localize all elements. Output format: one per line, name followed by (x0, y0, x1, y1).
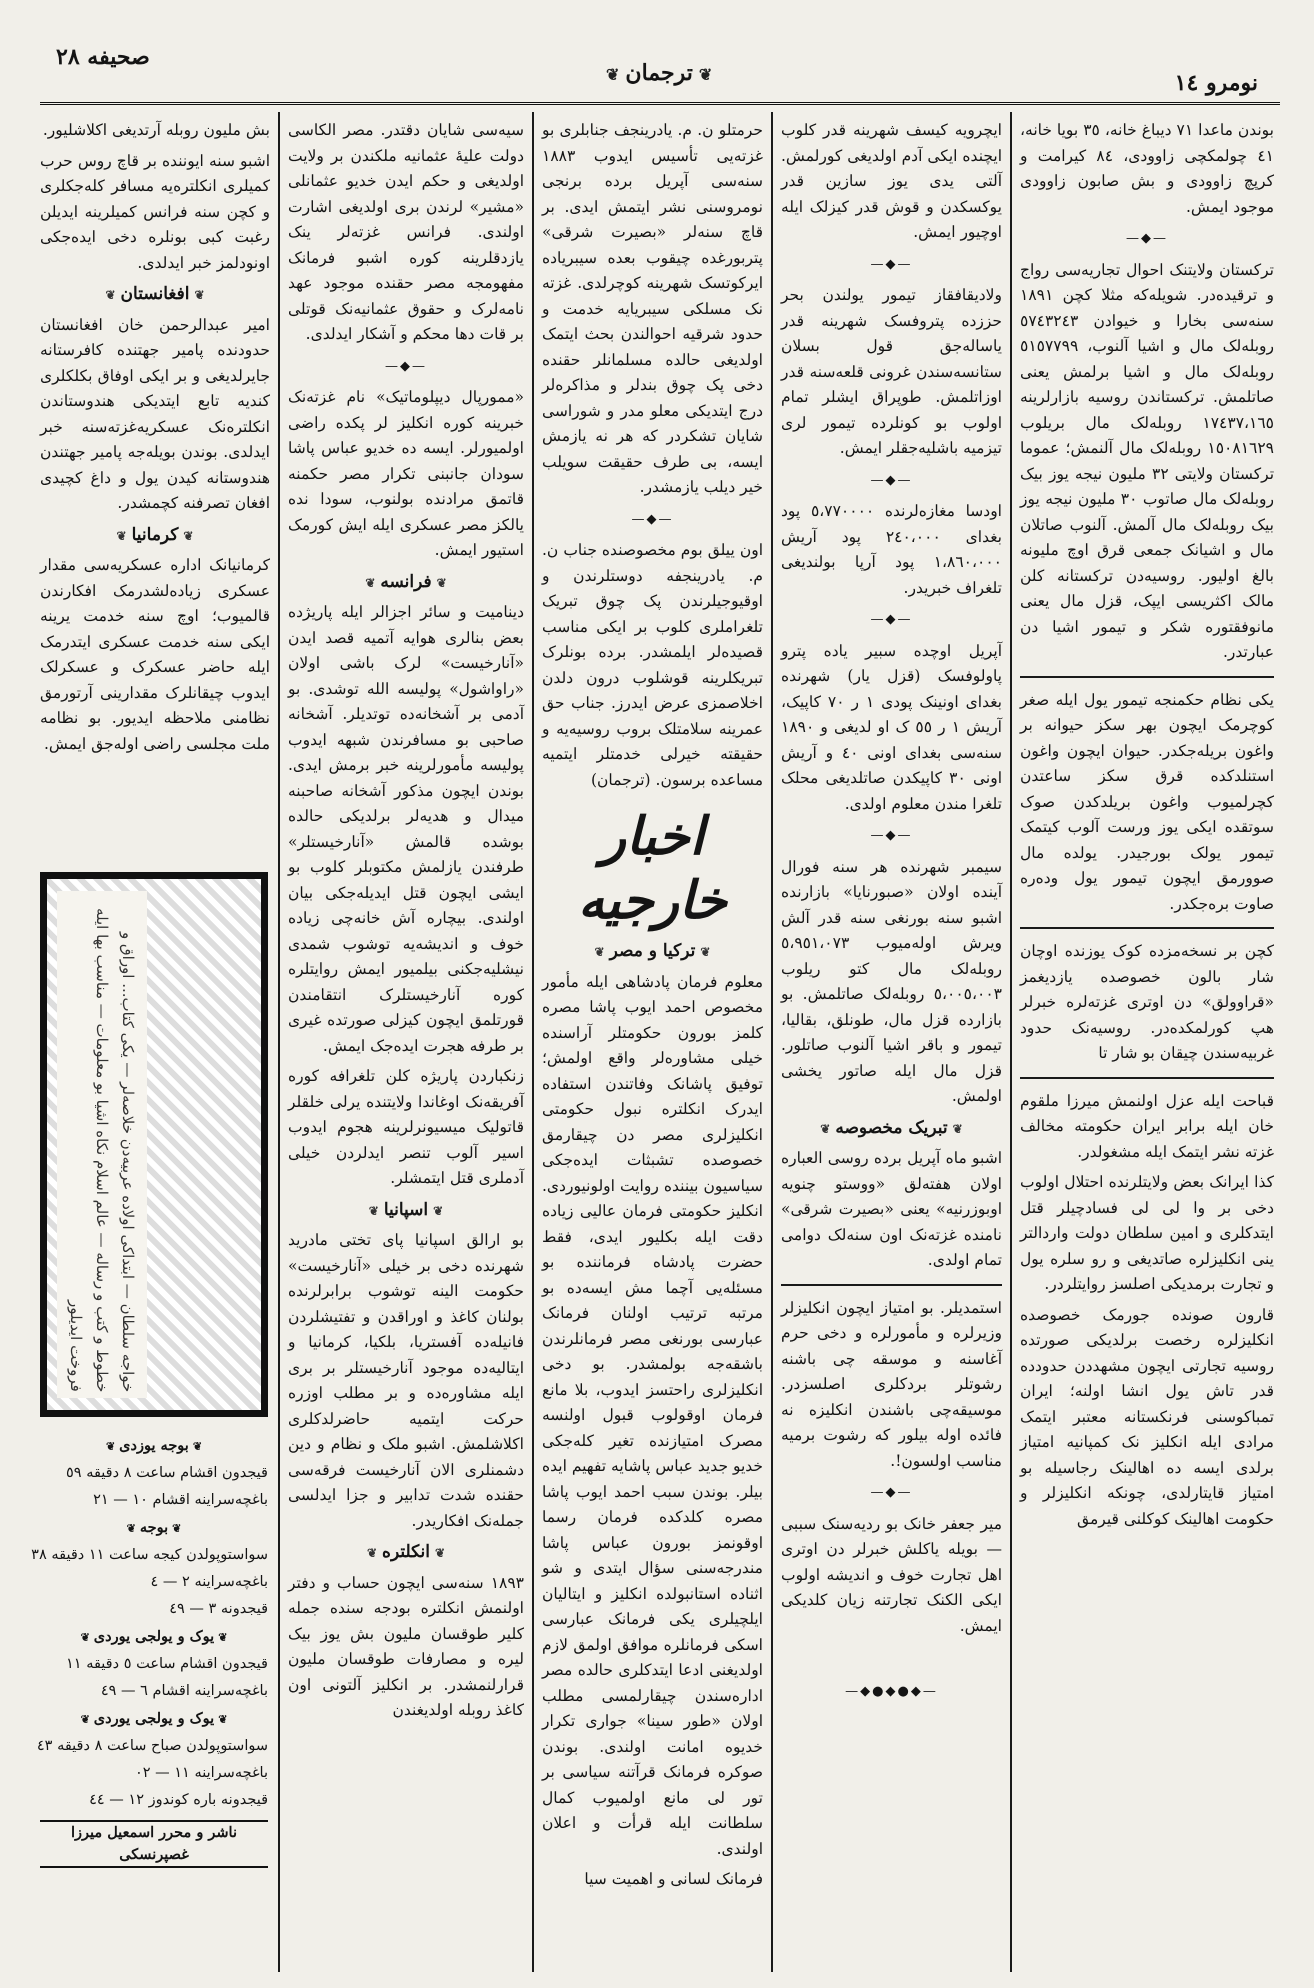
section-heading: ❦انکلتره❦ (366, 1542, 445, 1562)
advertisement-text: خواجه سلطان — ابتداکی اولاده عربیه‌دن خلاصه‌لر — یکی کتاب... اوراق و خطوط و کتب و رساله — عالم اسلام نکاه اشیا بو معلومات — مناسب بها ایله فروخت ایدیلور (57, 891, 147, 1398)
schedule-row: قیجدونه ٣ — ٤٩ (169, 1601, 268, 1617)
paragraph: اون ییلق بوم مخصوصنده جناب ن. م. یادرینجفه دوستلرندن و اوقیوجیلرندن پک چوق تبریک تلغراملری کلوب بر ایکی مناسب قصیده‌لر ایلمشدر. برده بونلرک تبریکلرینه قوشلوب درون دلدن اخلاصمزی عرض ایدرز. جناب حق عمرینه سلامتلک بروب روسیه‌یه و حقیقته خیرلی خدمتلر ایتمیه مساعده برسون. (ترجمان) (542, 541, 763, 789)
section-heading: ❦اسپانیا❦ (368, 1199, 444, 1220)
paper-name: ترجمان (625, 60, 693, 86)
separator-ornament: —◆— (1126, 231, 1168, 246)
paragraph: آپریل اوچده سبیر یاده پترو پاولوفسک (قزل یار) شهرنده بغدای اونینک پودی ١ ر ٧٠ کاپیک، آریش ١ ر ٥٥ ک او لدیغی و ١٨٩٠ سنه‌سی بغدای اونی ٤٠ و آریش اونی ٣٠ کاپیکدن صاتلدیغی محلک تلغرا مندن معلوم اولدی. (781, 641, 1002, 813)
header-rule (40, 102, 1280, 105)
paragraph: یکی نظام حکمنجه تیمور یول ایله صغر کوچرمک ایچون بهر سکز حیوانه بر واغون بریله‌جکدر. حیوان ایچون واغون استنلدکده قرق سکز ساعتدن کچرلمیوب واغون بریلدکدن صوک سوتقده ایکی یوز ورست آلوب کیتمک تیمور یولک بورجیدر. یولده مال صوورمق ایچون تیمور یول وده‌ره صاوت بره‌جکدر. (1020, 690, 1274, 913)
separator-ornament: —◆— (870, 1485, 913, 1500)
column-1 (1020, 118, 1274, 1958)
paragraph: معلوم فرمان پادشاهی ایله مأمور مخصوص احمد ایوب پاشا مصره کلمز بورون حکومتلر آراسنده خیلی مشاوره‌لر واقع اولمش؛ توفیق پاشانک وفاتندن استفاده ایدرک انکلتره نبول حکومتی انکلیزلری مصر دن چیقارمق خصوصده تشبثات ایده‌جکی سیاسیون بیننده روایت اولونیوردی. انکلیز حکومتی فرمان عالیی زیاده دقت ایله بکلیور ایدی، فقط حضرت پادشاه فرماننده بو مسئله‌یی آچما مش ایسه‌ده بو مرتبه ترتیب اولنان فرمانک عبارسی بورنغی مصر فرمانلرندن باشقه‌جه بولمشدر. بو دخی انکلیزلری راحتسز ایدوب، بلا مانع فرمان اوقولوب قبول اولنسه مصرک امتیازنده تغیر کله‌جکی خدیو جدید عباس پاشایه تفهیم ایده بیلر. بوندن سبب احمد ایوب پاشا مصره کلدکده فرمان رسما اوقونمز بورون عباس پاشا مندرجه‌سنی سؤال ایتدی و شو اثناده استانبولده انکلیز و ایتالیان ایلچیلری یکی فرمانک عبارسی اسکی فرمانلره موافق اولمق لازم اولدیغنی ادعا ایتدکلری حالده مصر اداره‌سندن چیقارلمسی مطلب اولان «طور سینا» جواری تکرار خدیوه امانت اولندی. بوندن صوکره فرمانک قرآتنه سیاسی بر تور لی مانع اولمیوب کمال سلطانت ایله قرأت و اعلان اولندی. (542, 972, 763, 1858)
schedule-row: باغچه‌سراینه اقشام ١٠ — ٢١ (93, 1492, 268, 1508)
section-heading: ❦ترکیا و مصر❦ (594, 941, 711, 961)
schedule-row: باغچه‌سراینه ١١ — ٠٢ (134, 1765, 268, 1781)
ornament-icon: ❦ (606, 65, 620, 84)
paragraph: کچن بر نسخه‌مزده کوک یوزنده اوچان شار بالون خصوصده یازدیغمز «قراوولق» دن اوتری غزته‌لره خبرلر هپ کورلمکده‌در. روسیه‌نک حدود غربیه‌سندن چیقان بو شار تا (1020, 942, 1274, 1062)
paragraph: کذا ایرانک بعض ولایتلرنده احتلال اولوب دخی بر وا لی لی فسادچیلر قتل ایتدکلری و امین سلطان دولت واردالتر ینی انکلیزلره صاتدیغی و رو سلره یول و تجارت برمدیکی اصلسز روایتلردر. (1020, 1173, 1274, 1293)
paragraph: میر جعفر خانک بو ردیه‌سنک سببی — بویله یاکلش خبرلر دن اوتری اهل تجارت خوف و اندیشه اولوب ایکی الکنک تجارتنه زیان کلدیکی ایمش. (781, 1514, 1002, 1635)
section-rule (1020, 927, 1274, 929)
paragraph: کرمانیانک اداره عسکریه‌سی مقدار عسکری زیاده‌لشدرمک افکارندن قالمیوب؛ اوچ سنه خدمت یرینه ایکی سنه خدمت عسکری ایتدرمک ایله حاضر عسکرک و عسکرلک ایدوب چیقانلرک مقدارینی آرتورمق نظامنی ملاحظه ایدیور. بو نظامه ملت مجلسی راضی اوله‌جق ایمش. (40, 556, 270, 753)
section-heading-text: فرانسه (380, 571, 432, 592)
ornament-icon: ❦ (698, 65, 713, 84)
paragraph: فرمانک لسانی و اهمیت سیا (584, 1870, 763, 1888)
schedule-heading: ❦یوک و یولجی یوردی❦ (80, 1628, 228, 1645)
page-number: صحیفه ۲۸ (56, 44, 150, 70)
schedule-row: باغچه‌سراینه ٢ — ٤ (150, 1574, 268, 1590)
paragraph: ولادیقافقاز تیمور یولندن بحر حززده پتروفسک شهرینه قدر یاساله‌جق قول بسلان ستانسه‌سندن غرونی قلعه‌سنه قدر اوزاتلمش. طوپراق ایشلر تمام اولوب بو کونلرده تیمور لری تیزمیه باشلیه‌جقلر ایمش. (781, 286, 1002, 457)
masthead-title (600, 60, 718, 86)
schedule-row: قیجدون اقشام ساعت ٥ دقیقه ١١ (66, 1656, 268, 1672)
schedule-heading: ❦یوک و یولجی یوردی❦ (80, 1710, 228, 1727)
foreign-news-heading: اخبار خارجیه (578, 806, 727, 931)
paragraph: ترکستان ولایتنک احوال تجاریه‌سی رواج و ترقیده‌در. شویله‌که مثلا کچن ١٨٩١ سنه‌سی بخارا و خیوادن ٥٧٤٣٢٤٣ روبله‌لک مال و اشیا آلنوب، ٥١٥٧٧٩٩ روبله‌لک مال و اشیا برلمش یعنی صاتلمش. ترکستاندن روسیه بازارلرینه ١٧٤٣٧،١٦٥ روبله‌لک مال بریلوب ١٥٠٨١٦٢٩ روبله‌لک مال آلنمش؛ عموما ترکستان ولایتی ٣٢ ملیون نیجه یوز بیک روبله‌لک مال صاتوب ٣٠ ملیون نیجه یوز بیک روبله‌لک مال آلمش. آلنوب صاتلان مال و اشیانک جمعی قرق اوچ ملیونه بالغ اولیور. روسیه‌دن ترکستانه کلن مالک اکثریسی ایپک، قزل مال یعنی مانوفقتوره شکر و تیمور اشیا دن عبارتدر. (1020, 260, 1275, 661)
paragraph: زنکباردن پاریژه کلن تلغرافه کوره آفریقه‌نک اوغاندا ولایتنده یرلی خلقلر قاتولیک میسیونرلرینه هجوم ایدوب اسیر آلوب تنصر ایدلردن خیلی آدملری قتل ایتمشلر. (288, 1067, 524, 1187)
separator-ornament: —◆— (870, 472, 913, 488)
paragraph: امیر عبدالرحمن خان افغانستان حدودنده پامیر جهتنده کافرستانه جایرلدیغی و بر ایکی اوفاق بکلکلری کندیه تابع ایتدیکی هندوستاندن انکلتره‌نک عسکریه‌غزته‌سنه خبر ایدلدی. بوندن بویله‌جه پامیر جهتندن هندوستانه کیدن یول و داغ کچیدی افغان تصرفنه کچمشدر. (40, 315, 270, 512)
column-divider (278, 112, 280, 1972)
column-divider (1010, 112, 1012, 1972)
paragraph: استمدیلر. بو امتیاز ایچون انکلیزلر وزیرلره و مأمورلره و دخی حرم آغاسنه و موسقه چی باشنه رشوتلر بردکلری اصلسزدر. موسیقه‌چی باشندن انکلیزه نه فائده اوله بیلور که رشوت برمیه مناسب اولسون!. (781, 1298, 1002, 1470)
paragraph: دینامیت و سائر اجزالر ایله پاریژده بعض بنالری هوایه آتمیه قصد ایدن «آنارخیست» لرک باشی اولان «راواشول» پولیسه الله توشدی. بو آدمی بر آشخانه‌ده توتدیلر. آشخانه صاحبی بو مسافرندن شبهه ایدوب پولیسه مأمورلرینه خبر برمش ایدی. بوندن ایچون مذکور آشخانه صاحبنه میدال و هدیه‌لر برلدیکی حالده بوشده قالمش «آنارخیستلر» طرفندن یازلمش مکتوبلر کلوب بو ایشی ایچون قتل ایدیله‌جکی بیان اولندی. بیچاره آش خانه‌چی زیاده خوف و اندیشه‌یه توشوب شمدی نیشلیه‌جکنی بیلمیور ایمش روایتلره کوره آنارخیستلرک انتقامندن قورتلمق ایچون کیزلی صورتده غیری بر طرفه هجرت ایده‌جک ایمش. (288, 603, 524, 1055)
paragraph: قباحت ایله عزل اولنمش میرزا ملقوم خان ایله برابر ایران حکومته مخالف غزته نشر ایتمک ایله مشغولدر. (1020, 1091, 1274, 1161)
paragraph: بش ملیون روبله آرتدیغی اکلاشلیور. (42, 121, 270, 139)
separator-ornament: —◆— (870, 828, 913, 843)
separator-ornament: —◆— (385, 358, 427, 374)
section-heading: ❦افغانستان❦ (105, 284, 205, 304)
schedule-heading-text: بوجه یوزدی (119, 1437, 189, 1454)
paragraph: ایچرویه کیسف شهرینه قدر کلوب ایچنده ایکی آدم اولدیغی کورلمش. آلتی یدی یوز سازین قدر یوکسکدن و قوش قدر کیزلک ایله اوچیور ایمش. (781, 121, 1002, 241)
paragraph: اشبو ماه آپریل برده روسی العباره اولان هفته‌لق «ووستو چنویه اوبوزرنیه» یعنی «بصیرت شرقی» نامنده غزته‌نک اون سنه‌لک دوامی تمام اولدی. (781, 1149, 1002, 1269)
paragraph: «ممورپال دیپلوماتیک» نام غزته‌نک خبرینه کوره انکلیز لر پکده راضی اولمیورلر. ایسه ده خدیو عباس پاشا سودان جانبنی تکرار مصر حکمنه قاتمق مرادنده بولنوب، سودا نده یالکز مصر عسکری ایله ایش کورمک استیور ایمش. (288, 388, 524, 559)
schedule-row: سواستوپولدن صباح ساعت ٨ دقیقه ٤٣ (36, 1738, 268, 1754)
publisher-credit: ناشر و محرر اسمعیل میرزا غصپرنسکی (40, 1820, 268, 1868)
column-divider (771, 112, 773, 1972)
schedule-heading-text: یوک و یولجی یوردی (93, 1710, 215, 1727)
section-heading: ❦کرمانیا❦ (116, 524, 194, 545)
section-heading-text: افغانستان (120, 284, 190, 304)
section-heading: ❦فرانسه❦ (365, 571, 447, 592)
paragraph: بوندن ماعدا ٧١ دیباغ خانه، ٣٥ بویا خانه، ٤١ چولمکچی زاوودی، ٨٤ کیرامت و کرپچ زاوودی و بش صابون زاوودی موجود ایمش. (1020, 121, 1274, 216)
section-heading-text: اسپانیا (383, 1199, 429, 1220)
column-divider (532, 112, 534, 1972)
section-heading-text: کرمانیا (131, 524, 179, 545)
separator-ornament: —◆— (631, 511, 674, 527)
paragraph: بو ارالق اسپانیا پای تختی مادرید شهرنده دخی بر خیلی «آنارخیست» حکومت الینه توشوب برابرلرنده بولنان کاغذ و اوراقدن و تفتیشلردن فانیله‌ده آفستریا، بلکیا، کرمانیا و ایتالیه‌ده موجود آنارخیستلر بر بری ایله مشاوره‌ده و بر مطلب اوزره حرکت ایتمیه حاضرلدکلری اکلاشلمش. اشبو ملک و نظام و دین دشمنلری الان آنارخیست فرقه‌سی حقنده شدت تدابیر و جزا ایدلسی جمله‌نک افکاریدر. (288, 1231, 524, 1530)
section-heading-text: ترکیا و مصر (609, 941, 696, 961)
paragraph: قارون صونده جورمک خصوصده انکلیزلره رخصت برلدیکی صورتده روسیه تجارتی ایچون مشهددن حدودده قدر تاش یول انشا اولنه؛ ایران تمباکوسنی فرنکستانه معتبر ایتمک مرادی ایله انکلیز نک کمپانیه امتیاز برلدی ایسه ده اهالینک رجاسیله بو امتیاز قایتارلدی، چونکه انکلیزلر و حکومت اهالینک کوکلنی قیرمق (1020, 1305, 1274, 1528)
schedule-heading-text: یوک و یولجی یوردی (93, 1628, 215, 1645)
schedule-heading-text: بوجه (139, 1519, 169, 1536)
paragraph: حرمتلو ن. م. یادرینجف جنابلری بو غزته‌یی تأسیس ایدوب ١٨٨٣ سنه‌سی آپریل برده برنجی نومروسنی نشر ایتمش ایدی. بر قاچ سنه‌لر «بصیرت شرقی» پتربورغده چیقوب بعده سیبریاده ایرکوتسک شهرینه کوچرلدی. غزته نک مسلکی سیبریایه خدمت و حدود شرقیه احوالندن بحث ایتمک اولدیغی حالده مسلمانلر حقنده دخی پک چوق بندلر و مذاکره‌لر درج ایتدیکی معلو مدر و شوراسی شایان تشکردر که هر نه یازمش ایسه، بی طرف حقیقت سویلب خیر دیلب یازمشدر. (542, 121, 763, 496)
column-3 (542, 118, 763, 1958)
section-rule (1020, 1077, 1274, 1079)
paragraph: ١٨٩٣ سنه‌سی ایچون حساب و دفتر اولنمش انکلتره بودجه سنده جمله کلیر طوقسان ملیون بش یوز بیک لیره و مصارفات طوقسان ملیون قرارلنمشدر. بر انکلیز آلتونی اون کاغذ روبله اولدیغندن (288, 1573, 524, 1719)
paragraph: اشبو سنه ایوننده بر قاچ روس حرب کمیلری انکلتره‌یه مسافر کله‌جکلری و کچن سنه فرانس کمیلرینه ایدیلن رغبت کبی بونلره دخی ایده‌جکی اونودلمز خبر ایدلدی. (40, 151, 270, 272)
advertisement-box (40, 872, 268, 1417)
paragraph: سیه‌سی شایان دقتدر. مصر الکاسی دولت علیهٔ عثمانیه ملکندن بر ولایت اولدیغی و حکم ایدن خدیو عثمانلی «مشیر» لرندن بری اولدیغی اشارت اولندی. فرانس غزته‌لر ینک یازدقلرینه کوره اشبو فرمانک مفهومجه مصر حقنده موجود عهد نامه‌لرک و حقوق عثمانیه‌نک قوتلی بر قات دها محکم و آشکار ایدلدی. (288, 121, 524, 343)
separator-ornament: —◆●◆●◆— (845, 1684, 938, 1699)
column-4 (288, 118, 524, 1958)
paragraph: اودسا مغازه‌لرنده ٥،٧٧٠٠٠٠ پود بغدای ٢٤٠،٠٠٠ پود آریش ١،٨٦٠،٠٠٠ پود آرپا بولندیغی تلغراف خبریدر. (781, 502, 1003, 597)
separator-ornament: —◆— (870, 612, 913, 627)
schedule-heading: ❦بوجه یوزدی❦ (105, 1437, 203, 1454)
section-heading: ❦تبریک مخصوصه❦ (820, 1117, 963, 1138)
schedule-row: سواستوپولدن کیجه ساعت ١١ دقیقه ٣٨ (31, 1547, 268, 1563)
section-rule (781, 1284, 1002, 1286)
schedule-row: قیجدونه باره کوندوز ١٢ — ٤٤ (89, 1792, 268, 1808)
schedule-row: قیجدون اقشام ساعت ٨ دقیقه ٥٩ (66, 1465, 268, 1481)
separator-ornament: —◆— (870, 256, 913, 272)
section-heading-text: انکلتره (382, 1542, 430, 1562)
column-2 (781, 118, 1002, 1958)
issue-number: نومرو ١٤ (1174, 70, 1258, 96)
train-schedule (31, 1432, 268, 1868)
schedule-heading: ❦بوجه❦ (126, 1519, 182, 1536)
schedule-row: باغچه‌سراینه اقشام ٦ — ٤٩ (100, 1683, 268, 1699)
column-5 (40, 118, 270, 858)
paragraph: سیمبر شهرنده هر سنه فورال آینده اولان «صبورنایا» بازارنده اشبو سنه بورنغی سنه قدر آلش ویرش اوله‌میوب ٥،٩٥١،٠٧٣ روبله‌لک مال کتو ریلوب ٥،٠٠٥،٠٠٣ روبله‌لک صاتلمش. بو بازارده قزل مال، طونلق، بقالیا، تیمور و باقر اشیا آلنوب صاتلور. قزل مال ایله صاتور یخشی اولمش. (781, 857, 1002, 1105)
section-rule (1020, 676, 1274, 678)
page-header (40, 30, 1274, 100)
